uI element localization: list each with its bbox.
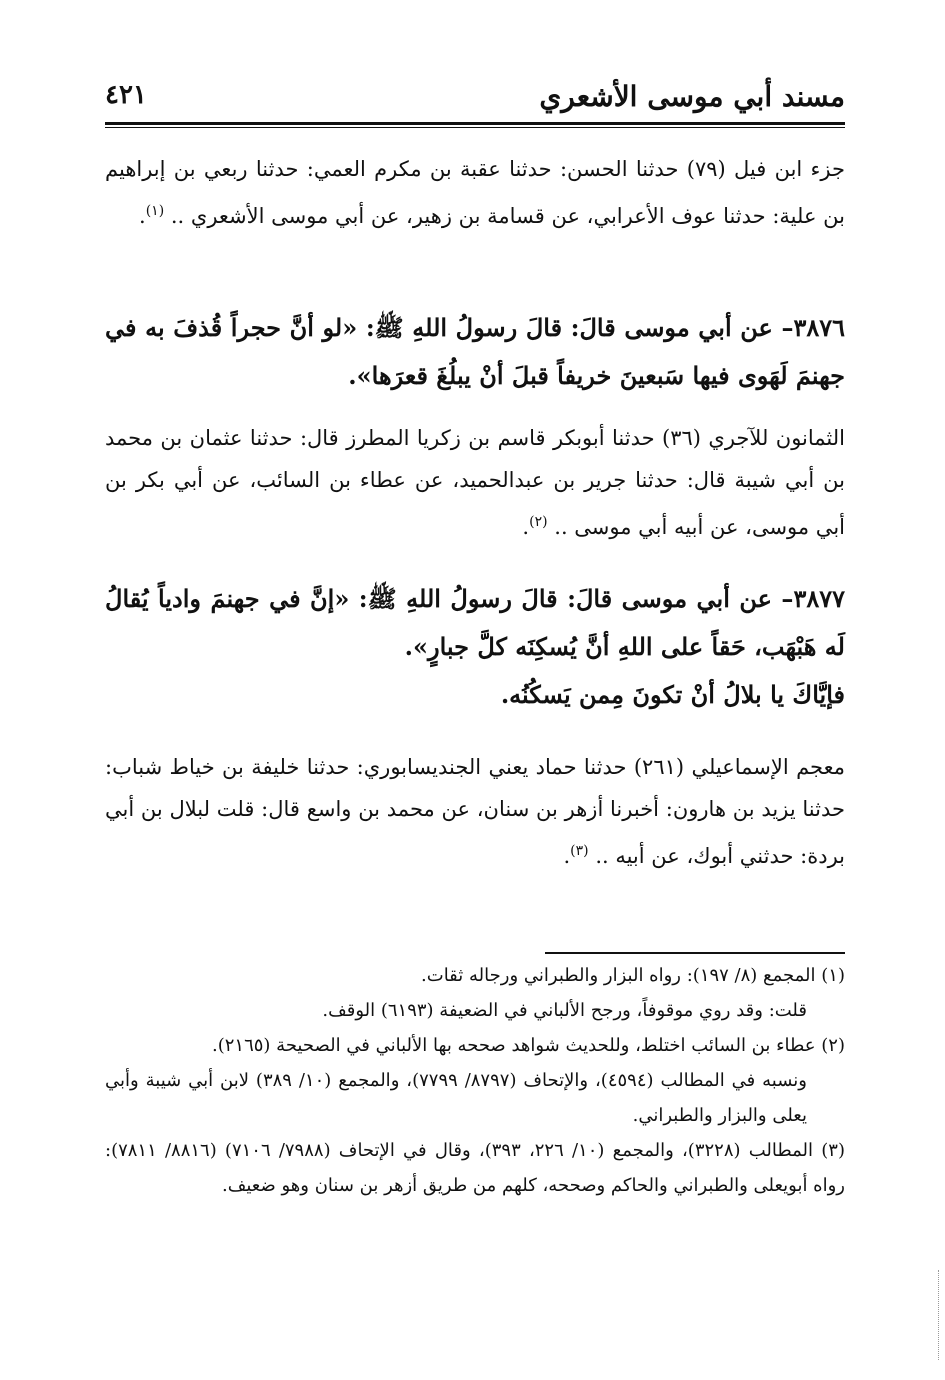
page-edge-marks <box>938 1270 942 1360</box>
running-title: مسند أبي موسى الأشعري <box>539 80 845 113</box>
footnote-1: (١) المجمع (٨/ ١٩٧): رواه البزار والطبراني ورجاله ثقات. <box>421 965 845 986</box>
source-paragraph-1: جزء ابن فيل (٧٩) حدثنا الحسن: حدثنا عقبة بن مكرم العمي: حدثنا ربعي بن إبراهيم بن علية: حدثنا عوف الأعرابي، عن قسامة بن زهير، عن أبي موسى الأشعري .. $^{(١)}$. <box>105 157 845 228</box>
footnote-2-note: ونسبه في المطالب (٤٥٩٤)، والإتحاف (٨٧٩٧/ ٧٧٩٩)، والمجمع (١٠/ ٣٨٩) لابن أبي شيبة وأبي يعلى والبزار والطبراني. <box>105 1070 807 1126</box>
footnote-ref: (٢) <box>529 514 548 530</box>
header-rule <box>105 122 845 125</box>
hadith-3876 <box>105 304 845 400</box>
footnote-ref: (١) <box>145 203 165 219</box>
hadith-continuation: فإيَّاكَ يا بلالُ أنْ تكونَ مِمن يَسكُنُه. <box>500 680 845 709</box>
footnote-separator <box>545 952 845 954</box>
source-text: معجم الإسماعيلي (٢٦١) حدثنا حماد يعني الجنديسابوري: حدثنا خليفة بن خياط شباب: حدثنا يزيد بن هارون: أخبرنا أزهر بن سنان، عن محمد بن واسع قال: قلت لبلال بن أبي بردة: حدثني أبوك، عن أبيه .. <box>105 755 845 868</box>
footnote-1-note: قلت: وقد روي موقوفاً، ورجح الألباني في الضعيفة (٦١٩٣) الوقف. <box>322 1000 807 1021</box>
page-number: ٤٢١ <box>105 80 147 110</box>
footnote-ref: (٣) <box>570 843 589 859</box>
hadith-text: ٣٨٧٦– عن أبي موسى قالَ: قالَ رسولُ اللهِ ﷺ: «لو أنَّ حجراً قُذفَ به في جهنمَ لَهَوى فيها سَبعينَ خريفاً قبلَ أنْ يبلُغَ قعرَها». <box>105 313 845 390</box>
footnote-2: (٢) عطاء بن السائب اختلط، وللحديث شواهد صححه بها الألباني في الصحيحة (٢١٦٥). <box>212 1035 845 1056</box>
page-header <box>105 78 845 118</box>
source-text: الثمانون للآجري (٣٦) حدثنا أبوبكر قاسم بن زكريا المطرز قال: حدثنا عثمان بن محمد بن أبي شيبة قال: حدثنا جرير بن عبدالحميد، عن عطاء بن السائب، عن أبي بكر بن أبي موسى، عن أبيه أبي موسى .. <box>105 426 845 539</box>
source-paragraph-3: معجم الإسماعيلي (٢٦١) حدثنا حماد يعني الجنديسابوري: حدثنا خليفة بن خياط شباب: حدثنا يزيد بن هارون: أخبرنا أزهر بن سنان، عن محمد بن واسع قال: قلت لبلال بن أبي بردة: حدثني أبوك، عن أبيه .. $^{(٣)}$. <box>105 755 845 868</box>
hadith-text: ٣٨٧٧– عن أبي موسى قالَ: قالَ رسولُ اللهِ ﷺ: «إنَّ في جهنمَ وادياً يُقالُ لَه هَبْهَب، حَقاً على اللهِ أنَّ يُسكِنَه كلَّ جبارٍ». <box>105 584 845 661</box>
source-text: جزء ابن فيل (٧٩) حدثنا الحسن: حدثنا عقبة بن مكرم العمي: حدثنا ربعي بن إبراهيم بن علية: حدثنا عوف الأعرابي، عن قسامة بن زهير، عن أبي موسى الأشعري .. <box>105 157 845 228</box>
header-rule-thin <box>105 127 845 128</box>
footnotes <box>105 958 845 1203</box>
source-paragraph-2: الثمانون للآجري (٣٦) حدثنا أبوبكر قاسم بن زكريا المطرز قال: حدثنا عثمان بن محمد بن أبي شيبة قال: حدثنا جرير بن عبدالحميد، عن عطاء بن السائب، عن أبي بكر بن أبي موسى، عن أبيه أبي موسى .. $^{(٢)}$. <box>105 426 845 539</box>
hadith-3877 <box>105 575 845 719</box>
footnote-3: (٣) المطالب (٣٢٢٨)، والمجمع (١٠/ ٢٢٦، ٣٩٣)، وقال في الإتحاف (٧٩٨٨/ ٧١٠٦) (٨٨١٦/ ٧٨١١): رواه أبويعلى والطبراني والحاكم وصححه، كلهم من طريق أزهر بن سنان وهو ضعيف. <box>105 1140 845 1196</box>
